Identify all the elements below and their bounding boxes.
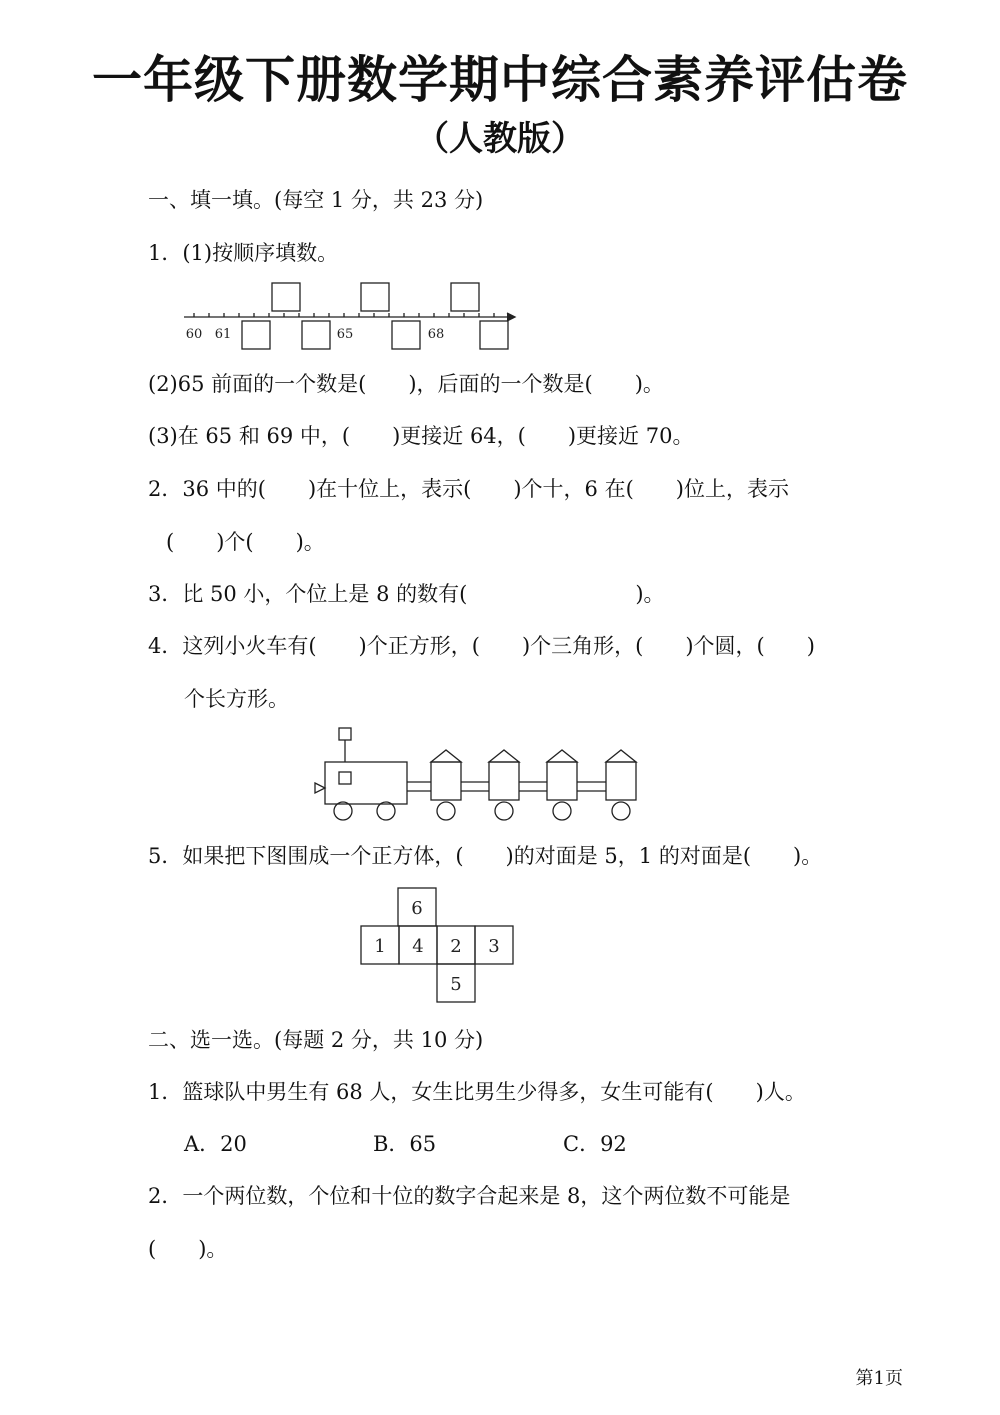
s2-q2-line2-text: ( )。 — [148, 1237, 228, 1261]
tick-label-68: 68 — [427, 327, 445, 342]
s2-q1-option-a: A．20 — [184, 1132, 247, 1156]
answer-box — [480, 321, 508, 349]
answer-box — [302, 321, 330, 349]
s2-q1-option-b: B．65 — [373, 1132, 437, 1156]
cube-face-6: 6 — [411, 898, 423, 919]
train-figure — [310, 722, 650, 827]
q2-line1-text: 2．36 中的( )在十位上，表示( )个十，6 在( )位上，表示 — [148, 477, 789, 501]
answer-box — [242, 321, 270, 349]
q4-line1-text: 4．这列小火车有( )个正方形，( )个三角形，( )个圆，( ) — [148, 634, 815, 658]
section2-heading: 二、选一选。(每题 2 分，共 10 分) — [148, 1028, 484, 1052]
s2-q1-text: 1．篮球队中男生有 68 人，女生比男生少得多，女生可能有( )人。 — [148, 1080, 806, 1104]
answer-box — [361, 283, 389, 311]
s2-q2-line1-text: 2．一个两位数，个位和十位的数字合起来是 8，这个两位数不可能是 — [148, 1184, 791, 1208]
page-number: 第1页 — [855, 1368, 903, 1389]
tick-label-60: 60 — [185, 327, 203, 342]
q1-part2-text: (2)65 前面的一个数是( )，后面的一个数是( )。 — [148, 372, 664, 396]
section1-heading: 一、填一填。(每空 1 分，共 23 分) — [148, 188, 484, 212]
q1-part3-text: (3)在 65 和 69 中，( )更接近 64，( )更接近 70。 — [148, 424, 694, 448]
s2-q1-option-c: C．92 — [563, 1132, 627, 1156]
tick-label-61: 61 — [214, 327, 232, 342]
cube-face-2: 2 — [450, 936, 462, 957]
page-subtitle: （人教版） — [415, 119, 585, 159]
cube-net-figure — [360, 887, 516, 1005]
answer-box — [451, 283, 479, 311]
cube-face-3: 3 — [488, 936, 500, 957]
q5-text: 5．如果把下图围成一个正方体，( )的对面是 5，1 的对面是( )。 — [148, 844, 823, 868]
number-line-figure — [180, 280, 525, 355]
answer-box — [392, 321, 420, 349]
page-title: 一年级下册数学期中综合素养评估卷 — [92, 51, 908, 109]
q4-line2-text: 个长方形。 — [184, 687, 289, 711]
cube-face-4: 4 — [412, 936, 424, 957]
tick-label-65: 65 — [336, 327, 354, 342]
cube-face-1: 1 — [374, 936, 386, 957]
q3-text: 3．比 50 小，个位上是 8 的数有( )。 — [148, 582, 665, 606]
q1-part1-text: 1．(1)按顺序填数。 — [148, 241, 339, 265]
q2-line2-text: ( )个( )。 — [166, 530, 325, 554]
cube-face-5: 5 — [450, 974, 462, 995]
answer-box — [272, 283, 300, 311]
